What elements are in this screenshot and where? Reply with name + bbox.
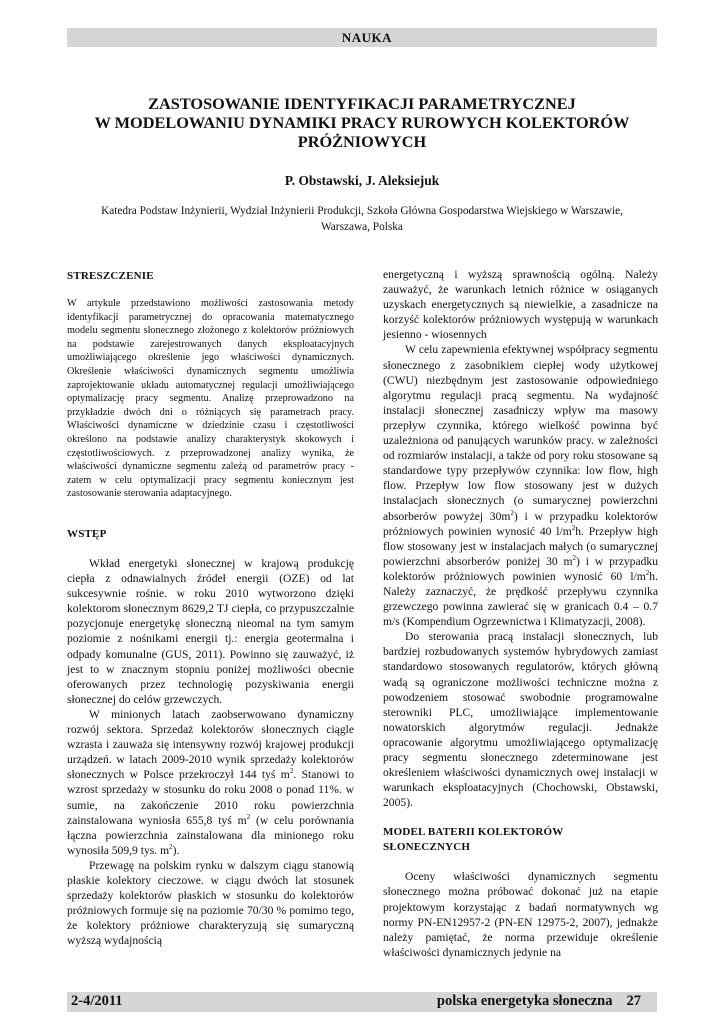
model-heading (383, 825, 658, 855)
article-title (67, 94, 657, 151)
page-number: 27 (626, 993, 641, 1009)
abstract-text: W artykule przedstawiono możliwości zastosowania metody identyfikacji parametrycznej do opracowania matematycznego modelu segmentu słonecznego złożonego z kolektorów próżniowych na podstawie zarejestrowanych danych eksploatacyjnych umożliwiającego określenie jego właściwości dynamicznych. Określenie właściwości dynamicznych segmentu umożliwia zaprojektowanie układu automatycznej regulacji umożliwiającego optymalizację pracy segmentu. Analizę przeprowadzono na przykładzie dwóch dni o różniących się parametrach pracy. Właściwości dynamiczne w dziedzinie czasu i częstotliwości określono na podstawie analizy charakterystyk skokowych i częstotliwościowych. z przeprowadzonej analizy wynika, że właściwości dynamiczne segmentu zależą od parametrów pracy - zatem w celu optymalizacji pracy segmentu koniecznym jest zastosowanie sterowania adaptacyjnego. (67, 298, 354, 500)
affiliation-line-2: Warszawa, Polska (321, 221, 403, 233)
model-heading-line-2: SŁONECZNYCH (383, 841, 471, 854)
right-paragraph-1: energetyczną i wyższą sprawnością ogólną. Należy zauważyć, że warunkach letnich różnice w osiąganych uzyskach energetycznych są niewielkie, a zasadnicze na korzyść kolektorów próżniowych występują w warunkach jesienno - wiosennych (383, 268, 658, 342)
model-heading-line-1: MODEL BATERII KOLEKTORÓW (383, 826, 564, 839)
title-line-2: W MODELOWANIU DYNAMIKI PRACY RUROWYCH KOLEKTORÓW (94, 113, 630, 132)
right-column (383, 267, 658, 960)
journal-footer (437, 993, 641, 1010)
right-paragraph-3: Do sterowania pracą instalacji słonecznych, lub bardziej rozbudowanych systemów hybrydowych zamiast standardowo stosowanych regulatorów, których główną wadą są ograniczone możliwości techniczne można z powodzeniem stosować swobodnie programowalne sterowniki PLC, umożliwiające implementowanie nowatorskich algorytmów regulacji. Jednakże opracowanie algorytmu umożliwiającego optymalizację pracy segmentu słonecznego zdeterminowane jest określeniem właściwości dynamicznych owej instalacji w warunkach eksploatacyjnych (Chochowski, Obstawski, 2005). (383, 630, 658, 810)
abstract-heading: STRESZCZENIE (67, 270, 154, 282)
journal-name: polska energetyka słoneczna (436, 993, 613, 1009)
title-line-3: PRÓŻNIOWYCH (297, 132, 427, 151)
authors: P. Obstawski, J. Aleksiejuk (284, 173, 440, 188)
affiliation (67, 203, 657, 235)
right-paragraph-2: W celu zapewnienia efektywnej współpracy segmentu słonecznego z zasobnikiem ciepłej wody użytkowej (CWU) niezbędnym jest zastosowanie odpowiedniego algorytmu regulacji pracą segmentu. Na wydajność instalacji słonecznej zasadniczy wpływ ma masowy przepływ czynnika, którego wielkość powinna być uzależniona od panujących warunków pracy. w zależności od rozmiarów instalacji, a także od pory roku stosowane są standardowe typy przepływów czynnika: low flow, high flow. Przepływ low flow stosowany jest w dużych instalacjach słonecznych (o sumarycznej powierzchni absorberów powyżej $30m^2$) i w przypadku kolektorów próżniowych powinien wynosić 40 $l/m^2h$. Przepływ high flow stosowany jest w instalacjach małych (o sumarycznej powierzchni absorberów poniżej 30 $m^2$) i w przypadku kolektorów próżniowych powinien wynosić 60 $l/m^2h$. Należy zaznaczyć, że prędkość przepływu czynnika grzewczego powinna zawierać się w granicach 0.4 – 0.7 m/s (Kompendium Ogrzewnictwa i Klimatyzacji, 2008). (383, 343, 658, 629)
intro-heading: WSTĘP (67, 528, 107, 540)
intro-section (67, 528, 354, 948)
abstract-section (67, 270, 354, 501)
intro-paragraph-1: Wkład energetyki słonecznej w krajową produkcję ciepła z odnawialnych źródeł energii (OZE) od lat sukcesywnie rośnie. w roku 2010 wytworzono dzięki kolektorom słonecznym 8629,2 TJ ciepła, co przypuszczalnie pozycjonuje energetykę słoneczną nieomal na tym samym poziomie z nośnikami energii tj.: energia geotermalna i odpady komunalne (GUS, 2011). Powinno się zauważyć, iż jest to w znacznym stopniu poniżej możliwości obecnie oferowanych przez technologię pozyskiwania energii słonecznej do celów grzewczych. (67, 557, 354, 706)
intro-paragraph-3: Przewagę na polskim rynku w dalszym ciągu stanowią płaskie kolektory cieczowe. w ciągu dwóch lat stosunek sprzedaży kolektorów płaskich w stosunku do kolektorów próżniowych formuje się na poziomie 70/30 % pomimo tego, że kolektory próżniowe charakteryzują się sumaryczną wyższą wydajnością (67, 858, 354, 948)
intro-paragraph-2: W minionych latach zaobserwowano dynamiczny rozwój sektora. Sprzedaż kolektorów słonecznych ciągle wzrasta i zauważa się intensywny rozwój krajowej produkcji urządzeń. w latach 2009-2010 wynik sprzedaży kolektorów słonecznych w Polsce przekroczył 144 tyś $m^2$. Stanowi to wzrost sprzedaży w stosunku do roku 2008 o ponad 11%. w sumie, na zakończenie 2010 roku powierzchnia zainstalowana wyniosła 655,8 tyś $m^2$ (w celu porównania łączna powierzchnia zainstalowana dla minionego roku wynosiła 509,9 tys. $m^2$). (67, 707, 354, 857)
footer-bar (67, 992, 657, 1012)
affiliation-line-1: Katedra Podstaw Inżynierii, Wydział Inżynierii Produkcji, Szkoła Główna Gospodarstwa Wiejskiego w Warszawie, (101, 205, 623, 217)
issue-number: 2-4/2011 (71, 993, 123, 1009)
title-line-1: ZASTOSOWANIE IDENTYFIKACJI PARAMETRYCZNEJ (148, 94, 576, 113)
right-paragraph-4: Oceny właściwości dynamicznych segmentu słonecznego można próbować dokonać już na etapie projektowym korzystając z badań normatywnych wg normy PN-EN12957-2 (PN-EN 12975-2, 2007), jednakże należy pamiętać, że norma przewiduje określenie właściwości dynamicznych jedynie na (383, 870, 658, 959)
header-bar (67, 28, 657, 47)
section-label: NAUKA (341, 30, 392, 45)
